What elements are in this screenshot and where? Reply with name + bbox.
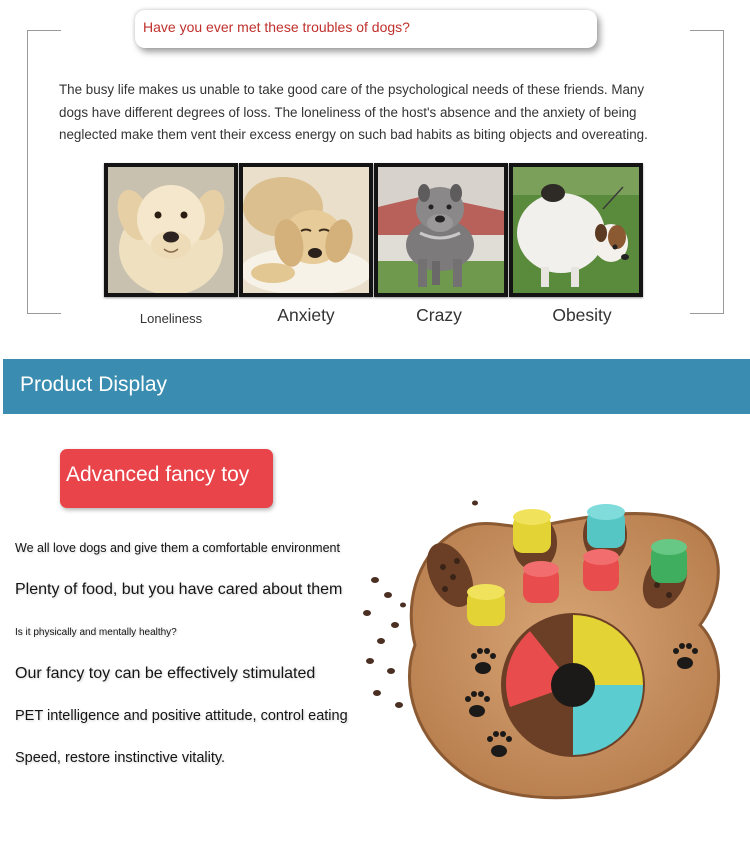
pitbull-standing-icon	[378, 167, 504, 293]
caption-obesity: Obesity	[552, 305, 612, 325]
feature-line-1	[15, 541, 340, 555]
golden-retriever-lying-icon	[243, 167, 369, 293]
feature-text: We all love dogs and give them a comfortable environment	[15, 541, 340, 555]
feature-line-3	[15, 627, 177, 638]
feature-text: Plenty of food, but you have cared about them	[15, 581, 343, 598]
feature-text: Our fancy toy can be effectively stimulated	[15, 665, 316, 682]
crazy-photo	[374, 163, 508, 297]
feature-text: PET intelligence and positive attitude, control eating	[15, 708, 348, 724]
obesity-photo	[509, 163, 643, 297]
product-image	[355, 485, 735, 815]
feature-line-5	[15, 708, 348, 724]
caption-loneliness: Loneliness	[139, 311, 203, 326]
overweight-terrier-icon	[513, 167, 639, 293]
loneliness-photo	[104, 163, 238, 297]
badge-text: Advanced fancy toy	[66, 463, 250, 486]
intro-line: dogs have different degrees of loss. The loneliness of the host's absence and the anxiety of being	[59, 104, 637, 120]
troubles-headline	[135, 10, 597, 48]
feature-text: Is it physically and mentally healthy?	[15, 627, 177, 638]
intro-line: neglected make them vent their excess energy on such bad habits as biting objects and overeating.	[59, 127, 648, 142]
intro-paragraph	[59, 79, 699, 147]
caption-crazy: Crazy	[416, 305, 462, 325]
banner-title: Product Display	[20, 373, 168, 396]
anxiety-photo	[239, 163, 373, 297]
advanced-toy-badge	[60, 449, 273, 508]
left-bracket-frame	[27, 30, 61, 314]
labrador-puppy-icon	[108, 167, 234, 293]
feature-text: Speed, restore instinctive vitality.	[15, 750, 226, 766]
caption-anxiety: Anxiety	[277, 305, 335, 325]
feature-line-4	[15, 665, 315, 683]
product-display-banner	[3, 359, 750, 414]
intro-line: The busy life makes us unable to take good care of the psychological needs of these friends. Many	[59, 82, 645, 97]
feature-line-2	[15, 581, 342, 599]
headline-text: Have you ever met these troubles of dogs?	[143, 19, 410, 35]
dog-photo-row	[104, 163, 644, 297]
right-bracket-frame	[690, 30, 724, 314]
paw-puzzle-feeder-icon	[355, 485, 735, 815]
feature-line-6	[15, 750, 225, 766]
